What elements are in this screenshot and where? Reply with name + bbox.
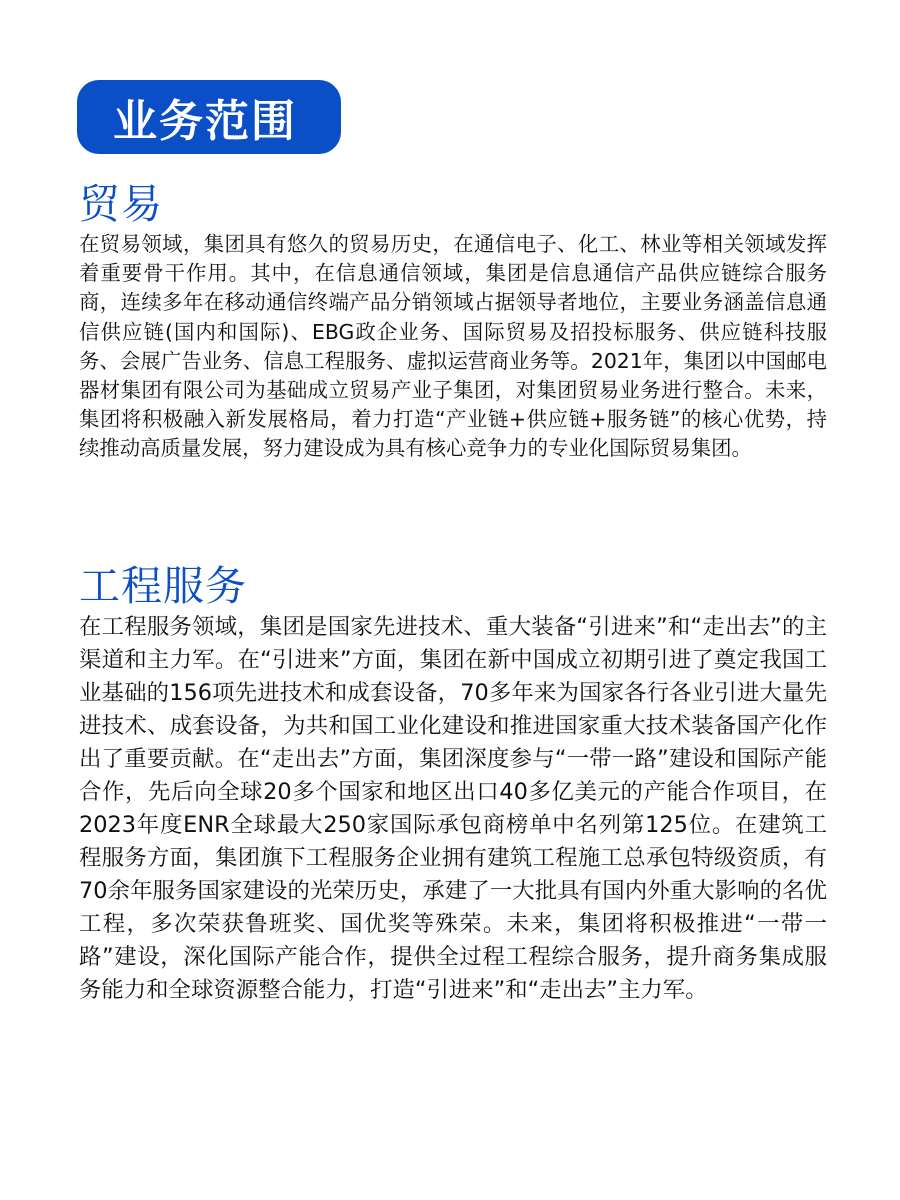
engineering-section-body: 在工程服务领域，集团是国家先进技术、重大装备“引进来”和“走出去”的主渠道和主力军。在“引进来”方面，集团在新中国成立初期引进了奠定我国工业基础的156项先进技术和成套设备，70多年来为国家各行各业引进大量先进技术、成套设备，为共和国工业化建设和推进国家重大技术装备国产化作出了重要贡献。在“走出去”方面，集团深度参与“一带一路”建设和国际产能合作，先后向全球20多个国家和地区出口40多亿美元的产能合作项目，在2023年度ENR全球最大250家国际承包商榜单中名列第125位。在建筑工程服务方面，集团旗下工程服务企业拥有建筑工程施工总承包特级资质，有70余年服务国家建设的光荣历史，承建了一大批具有国内外重大影响的名优工程，多次荣获鲁班奖、国优奖等殊荣。未来，集团将积极推进“一带一路”建设，深化国际产能合作，提供全过程工程综合服务，提升商务集成服务能力和全球资源整合能力，打造“引进来”和“走出去”主力军。 — [79, 614, 827, 1003]
trade-section-body: 在贸易领域，集团具有悠久的贸易历史，在通信电子、化工、林业等相关领域发挥着重要骨干作用。其中，在信息通信领域，集团是信息通信产品供应链综合服务商，连续多年在移动通信终端产品分销领域占据领导者地位，主要业务涵盖信息通信供应链(国内和国际)、EBG政企业务、国际贸易及招投标服务、供应链科技服务、会展广告业务、信息工程服务、虚拟运营商业务等。2021年，集团以中国邮电器材集团有限公司为基础成立贸易产业子集团，对集团贸易业务进行整合。未来，集团将积极融入新发展格局，着力打造“产业链+供应链+服务链”的核心优势，持续推动高质量发展，努力建设成为具有核心竞争力的专业化国际贸易集团。 — [79, 232, 827, 461]
trade-section-title: 贸易 — [79, 180, 163, 228]
page-title-badge: 业务范围 — [77, 80, 341, 154]
engineering-section — [79, 562, 827, 1007]
engineering-section-title: 工程服务 — [79, 562, 247, 610]
trade-section — [79, 180, 827, 464]
